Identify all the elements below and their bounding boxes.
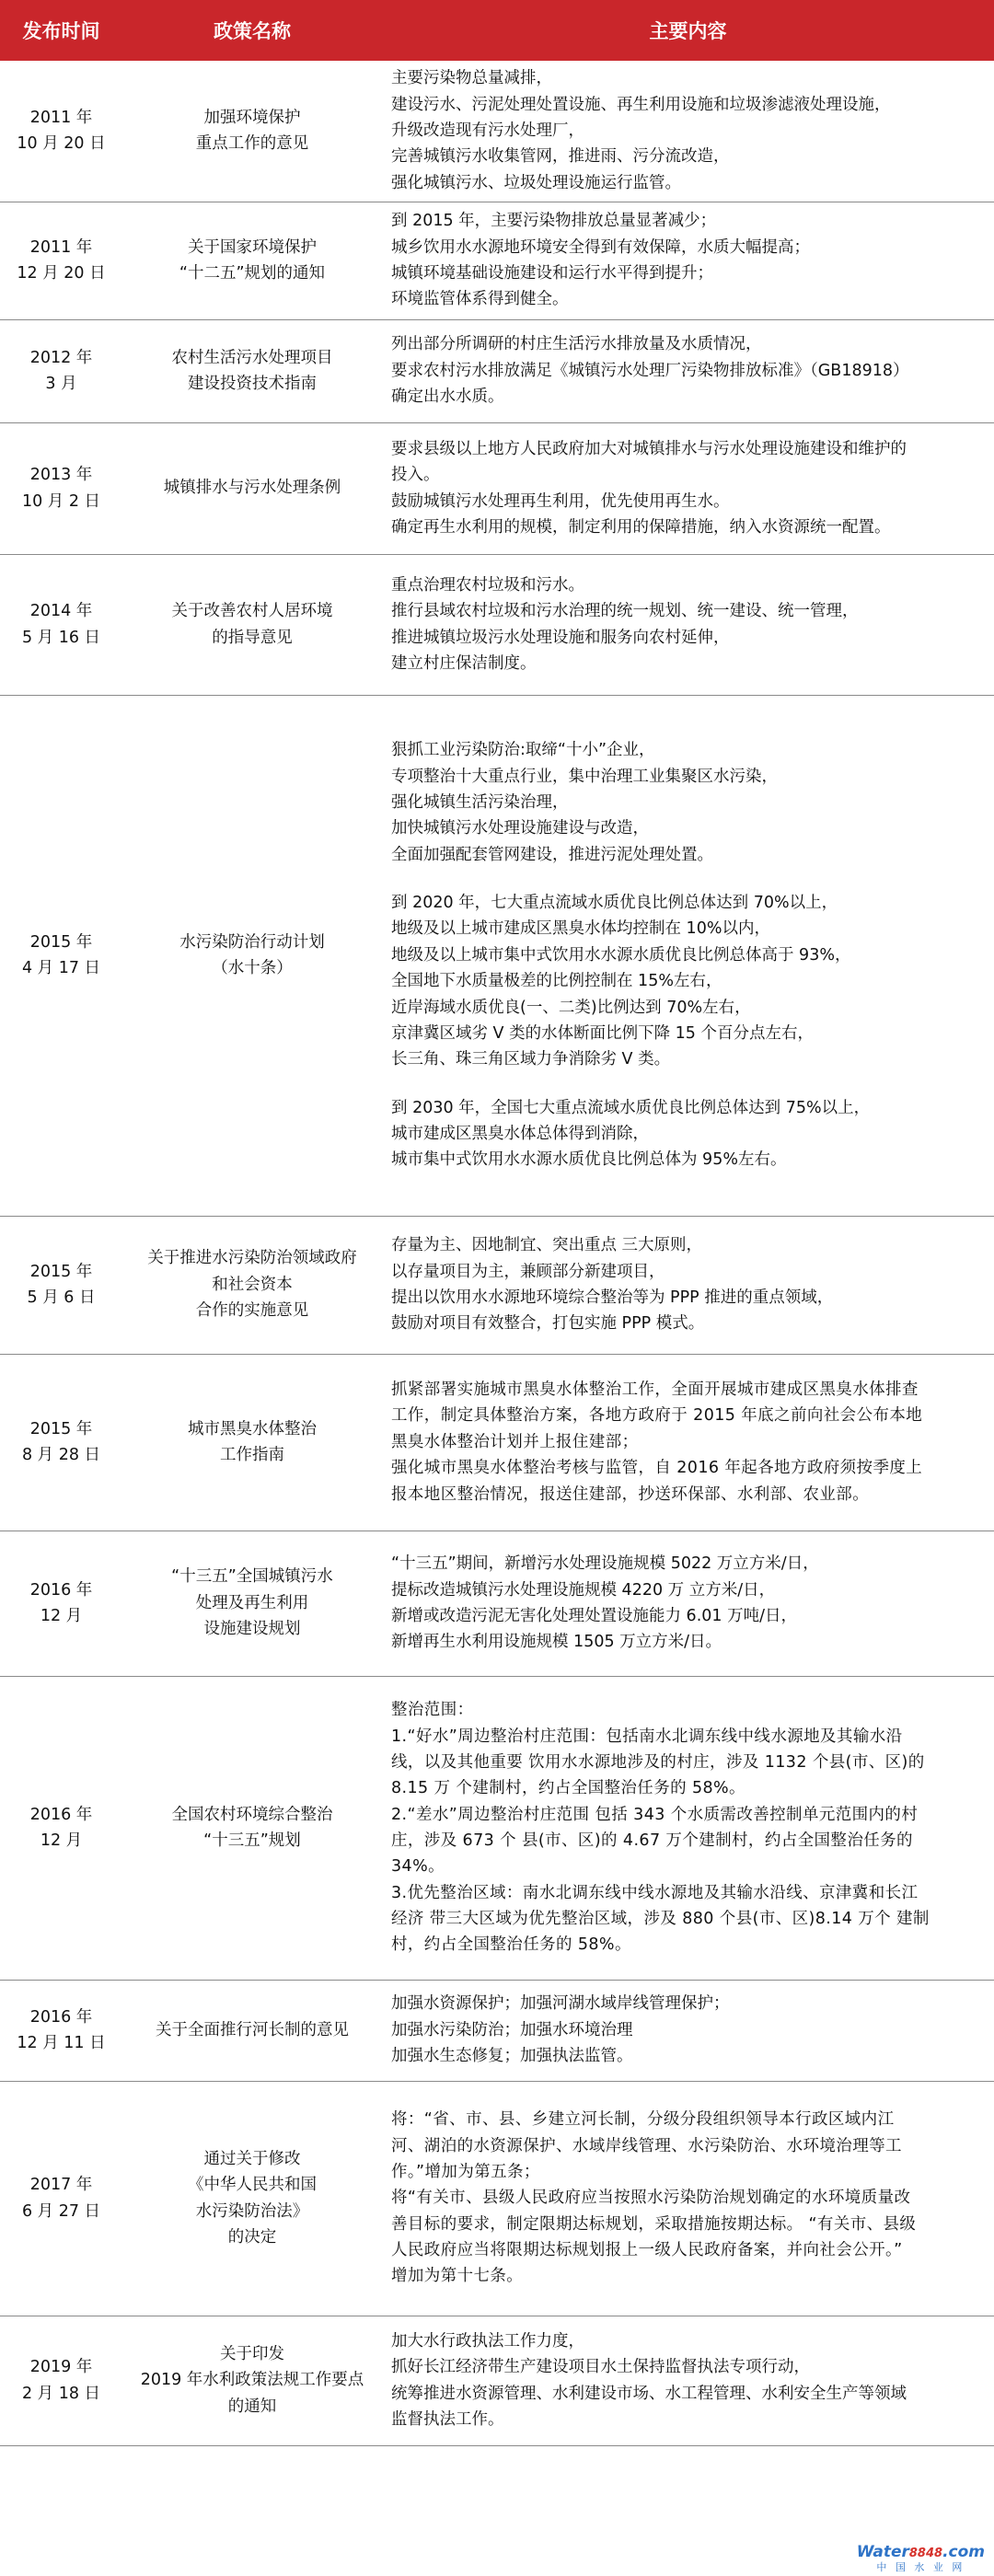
content-line: 投入。 — [391, 466, 440, 485]
cell-main-content — [382, 422, 994, 554]
content-line: 工作，制定具体整治方案，各地方政府于 2015 年底之前向社会公布本地 — [391, 1406, 923, 1426]
policy-name-line: 农村生活污水处理项目 — [171, 348, 333, 367]
cell-date — [0, 61, 122, 202]
cell-policy-name — [122, 2081, 382, 2316]
table-row — [0, 695, 994, 1216]
cell-policy-name — [122, 61, 382, 202]
table-body — [0, 61, 994, 2445]
content-line: 强化城市黑臭水体整治考核与监管，自 2016 年起各地方政府须按季度上 — [391, 1459, 923, 1478]
content-paragraph — [391, 2107, 981, 2289]
cell-date — [0, 1216, 122, 1354]
cell-policy-name — [122, 1531, 382, 1676]
policy-name-line: 的通知 — [227, 2397, 277, 2416]
content-line: 狠抓工业污染防治:取缔“十小”企业， — [391, 741, 655, 760]
date-line: 2016 年 — [29, 2007, 93, 2027]
content-line: 抓好长江经济带生产建设项目水土保持监督执法专项行动， — [391, 2358, 810, 2377]
content-line: 作。”增加为第五条； — [391, 2162, 540, 2181]
content-paragraph — [391, 331, 981, 410]
date-line: 2 月 18 日 — [21, 2384, 101, 2403]
policy-name-line: 通过关于修改 — [203, 2149, 301, 2168]
date-line: 2013 年 — [29, 466, 93, 485]
policy-name-line: 关于印发 — [220, 2344, 284, 2363]
table-row — [0, 1676, 994, 1980]
content-line: 建设污水、污泥处理处置设施、再生利用设施和垃圾渗滤液处理设施， — [391, 95, 891, 114]
policy-name-line: 设施建设规划 — [203, 1620, 301, 1639]
content-line: 新增或改造污泥无害化处理处置设施能力 6.01 万吨/日， — [391, 1607, 797, 1625]
table-row — [0, 319, 994, 422]
table-row — [0, 1980, 994, 2081]
watermark-brand: Water8848.com — [856, 2543, 985, 2561]
cell-main-content — [382, 202, 994, 319]
policy-name-line: 水污染防治行动计划 — [179, 932, 325, 952]
date-line: 2015 年 — [29, 1419, 93, 1438]
cell-main-content — [382, 319, 994, 422]
policy-name-line: （水十条） — [212, 959, 293, 977]
cell-date — [0, 1676, 122, 1980]
cell-policy-name — [122, 1980, 382, 2081]
content-line: 报本地区整治情况，报送住建部，抄送环保部、水利部、农业部。 — [391, 1484, 870, 1504]
policy-name-line: 水污染防治法》 — [195, 2201, 309, 2221]
policy-name-line: 关于改善农村人居环境 — [171, 602, 333, 621]
policy-name-line: “十二五”规划的通知 — [179, 264, 326, 283]
cell-policy-name — [122, 554, 382, 695]
content-paragraph — [391, 1991, 981, 2069]
content-line: 推进城镇垃圾污水处理设施和服务向农村延伸， — [391, 628, 730, 647]
content-line: 升级改造现有污水处理厂， — [391, 121, 584, 141]
table-header-row — [0, 0, 994, 61]
date-line: 2015 年 — [29, 1262, 93, 1281]
cell-policy-name — [122, 1354, 382, 1531]
cell-main-content — [382, 1980, 994, 2081]
policy-name-line: “十三五”全国城镇污水 — [171, 1567, 333, 1587]
content-paragraph — [391, 737, 981, 868]
watermark-logo — [857, 2545, 985, 2572]
policy-name-line: 全国农村环境综合整治 — [171, 1805, 333, 1824]
table-row — [0, 2081, 994, 2316]
content-line: 要求县级以上地方人民政府加大对城镇排水与污水处理设施建设和维护的 — [391, 439, 907, 458]
content-line: 列出部分所调研的村庄生活污水排放量及水质情况， — [391, 335, 762, 354]
policy-name-line: 城镇排水与污水处理条例 — [163, 479, 341, 498]
cell-date — [0, 422, 122, 554]
policy-name-line: 重点工作的意见 — [195, 134, 309, 154]
table-row — [0, 554, 994, 695]
content-paragraph — [391, 436, 981, 540]
content-line: 村，约占全国整治任务的 58%。 — [391, 1935, 631, 1955]
content-line: 统筹推进水资源管理、水利建设市场、水工程管理、水利安全生产等领域 — [391, 2384, 907, 2403]
cell-policy-name — [122, 695, 382, 1216]
date-line: 5 月 6 日 — [27, 1288, 96, 1307]
content-line: 抓紧部署实施城市黑臭水体整治工作，全面开展城市建成区黑臭水体排查 — [391, 1380, 919, 1400]
content-line: 8.15 万 个建制村，约占全国整治任务的 58%。 — [391, 1779, 746, 1798]
content-line: 全面加强配套管网建设，推进污泥处理处置。 — [391, 845, 713, 864]
table-row — [0, 2316, 994, 2445]
table-row — [0, 1354, 994, 1531]
policy-name-line: 城市黑臭水体整治 — [188, 1419, 317, 1438]
cell-policy-name — [122, 1676, 382, 1980]
content-line: 以存量项目为主，兼顾部分新建项目， — [391, 1262, 665, 1281]
date-line: 3 月 — [45, 375, 77, 393]
header-main-content: 主要内容 — [382, 0, 994, 61]
table-row — [0, 1531, 994, 1676]
date-line: 12 月 — [40, 1831, 83, 1850]
content-line: 强化城镇污水、垃圾处理设施运行监管。 — [391, 173, 681, 192]
date-line: 5 月 16 日 — [21, 628, 101, 647]
date-line: 2011 年 — [29, 108, 93, 127]
policy-name-line: 建设投资技术指南 — [188, 375, 317, 393]
table-row — [0, 61, 994, 202]
content-paragraph — [391, 890, 981, 1072]
content-line: 近岸海域水质优良(一、二类)比例达到 70%左右， — [391, 998, 751, 1017]
content-line: 到 2015 年，主要污染物排放总量显著减少； — [391, 212, 717, 231]
content-line: 要求农村污水排放满足《城镇污水处理厂污染物排放标准》（GB18918） — [391, 361, 909, 380]
cell-date — [0, 2081, 122, 2316]
content-line: 整治范围： — [391, 1701, 474, 1720]
content-line: 长三角、珠三角区域力争消除劣 V 类。 — [391, 1050, 671, 1069]
content-line: 到 2030 年，全国七大重点流域水质优良比例总体达到 75%以上， — [391, 1098, 871, 1117]
cell-main-content — [382, 554, 994, 695]
content-line: 专项整治十大重点行业，集中治理工业集聚区水污染， — [391, 767, 778, 786]
cell-date — [0, 1980, 122, 2081]
policy-name-line: 关于全面推行河长制的意见 — [156, 2020, 349, 2039]
content-line: 河、湖泊的水资源保护、水域岸线管理、水污染防治、水环境治理等工 — [391, 2136, 902, 2155]
cell-main-content — [382, 2316, 994, 2445]
content-paragraph — [391, 1551, 981, 1655]
cell-policy-name — [122, 202, 382, 319]
content-line: 善目标的要求，制定限期达标规划，采取措施按期达标。 “有关市、县级 — [391, 2214, 917, 2234]
cell-main-content — [382, 1216, 994, 1354]
date-line: 2012 年 — [29, 348, 93, 367]
date-line: 8 月 28 日 — [21, 1446, 101, 1464]
content-line: 将：“省、市、县、乡建立河长制，分级分段组织领导本行政区域内江 — [391, 2110, 895, 2130]
cell-date — [0, 319, 122, 422]
content-line: 将“有关市、县级人民政府应当按照水污染防治规划确定的水环境质量改 — [391, 2189, 911, 2208]
table-row — [0, 202, 994, 319]
cell-date — [0, 202, 122, 319]
content-line: 监督执法工作。 — [391, 2409, 504, 2429]
policy-name-line: 合作的实施意见 — [195, 1301, 309, 1321]
content-line: 黑臭水体整治计划并上报住建部； — [391, 1432, 639, 1451]
cell-policy-name — [122, 319, 382, 422]
cell-date — [0, 554, 122, 695]
cell-policy-name — [122, 2316, 382, 2445]
cell-main-content — [382, 1676, 994, 1980]
cell-main-content — [382, 1354, 994, 1531]
cell-main-content — [382, 61, 994, 202]
content-line: 地级及以上城市建成区黑臭水体均控制在 10%以内， — [391, 919, 770, 939]
content-line: 加快城镇污水处理设施建设与改造， — [391, 819, 649, 838]
content-paragraph — [391, 65, 981, 196]
cell-date — [0, 2316, 122, 2445]
content-line: 加强水资源保护；加强河湖水域岸线管理保护； — [391, 1994, 730, 2014]
date-line: 10 月 20 日 — [17, 134, 106, 154]
policy-name-line: 工作指南 — [220, 1446, 284, 1464]
date-line: 10 月 2 日 — [21, 491, 101, 511]
content-line: 提标改造城镇污水处理设施规模 4220 万 立方米/日， — [391, 1580, 776, 1600]
content-line: 1.“好水”周边整治村庄范围：包括南水北调东线中线水源地及其输水沿 — [391, 1727, 903, 1746]
policy-name-line: 的决定 — [227, 2227, 277, 2247]
date-line: 2017 年 — [29, 2176, 93, 2195]
date-line: 12 月 — [40, 1607, 83, 1625]
table-row — [0, 1216, 994, 1354]
content-paragraph — [391, 2328, 981, 2432]
date-line: 2015 年 — [29, 932, 93, 952]
date-line: 12 月 11 日 — [17, 2034, 106, 2052]
content-line: 鼓励城镇污水处理再生利用，优先使用再生水。 — [391, 491, 730, 511]
content-line: 34%。 — [391, 1857, 445, 1877]
content-line: 庄，涉及 673 个 县(市、区)的 4.67 万个建制村，约占全国整治任务的 — [391, 1831, 913, 1850]
cell-date — [0, 1531, 122, 1676]
content-line: 城市建成区黑臭水体总体得到消除， — [391, 1124, 649, 1143]
content-line: 地级及以上城市集中式饮用水水源水质优良比例总体高于 93%， — [391, 945, 851, 965]
cell-policy-name — [122, 1216, 382, 1354]
content-line: 3.优先整治区域：南水北调东线中线水源地及其输水沿线、京津冀和长江 — [391, 1883, 919, 1902]
date-line: 2011 年 — [29, 237, 93, 257]
content-line: 城市集中式饮用水水源水质优良比例总体为 95%左右。 — [391, 1150, 787, 1170]
content-paragraph — [391, 1095, 981, 1173]
content-line: 强化城镇生活污染治理， — [391, 793, 569, 813]
content-line: 经济 带三大区域为优先整治区域，涉及 880 个县(市、区)8.14 万个 建制 — [391, 1910, 930, 1929]
cell-main-content — [382, 2081, 994, 2316]
content-line: 线，以及其他重要 饮用水水源地涉及的村庄，涉及 1132 个县(市、区)的 — [391, 1752, 925, 1772]
policy-name-line: 2019 年水利政策法规工作要点 — [140, 2371, 364, 2390]
date-line: 12 月 20 日 — [17, 264, 106, 283]
content-line: 加强水污染防治；加强水环境治理 — [391, 2020, 633, 2039]
content-paragraph — [391, 1697, 981, 1958]
header-date: 发布时间 — [0, 0, 122, 61]
content-line: 人民政府应当将限期达标规划报上一级人民政府备案，并向社会公开。” — [391, 2241, 903, 2260]
policy-name-line: 《中华人民共和国 — [188, 2176, 317, 2195]
cell-main-content — [382, 1531, 994, 1676]
header-policy-name: 政策名称 — [122, 0, 382, 61]
content-line: 2.“差水”周边整治村庄范围 包括 343 个水质需改善控制单元范围内的村 — [391, 1805, 919, 1824]
table-row — [0, 422, 994, 554]
date-line: 6 月 27 日 — [21, 2201, 101, 2221]
policy-name-line: 的指导意见 — [212, 628, 293, 647]
content-line: 主要污染物总量减排， — [391, 69, 552, 88]
cell-policy-name — [122, 422, 382, 554]
date-line: 2019 年 — [29, 2358, 93, 2377]
content-line: 全国地下水质量极差的比例控制在 15%左右， — [391, 972, 722, 991]
policy-name-line: 处理及再生利用 — [195, 1593, 309, 1612]
watermark-chinese: 中 国 水 业 网 — [876, 2561, 965, 2573]
cell-date — [0, 1354, 122, 1531]
content-line: 城乡饮用水水源地环境安全得到有效保障，水质大幅提高； — [391, 237, 810, 257]
content-line: 确定出水水质。 — [391, 387, 504, 407]
policy-name-line: 加强环境保护 — [203, 108, 301, 127]
content-paragraph — [391, 1232, 981, 1336]
policy-name-line: 和社会资本 — [212, 1275, 293, 1294]
content-line: 存量为主、因地制宜、突出重点 三大原则， — [391, 1236, 703, 1255]
content-line: 加大水行政执法工作力度， — [391, 2331, 584, 2351]
policy-name-line: 关于推进水污染防治领域政府 — [147, 1249, 357, 1268]
content-line: 加强水生态修复；加强执法监管。 — [391, 2047, 633, 2066]
content-line: 重点治理农村垃圾和污水。 — [391, 575, 584, 595]
date-line: 2014 年 — [29, 602, 93, 621]
date-line: 2016 年 — [29, 1805, 93, 1824]
content-line: 推行县域农村垃圾和污水治理的统一规划、统一建设、统一管理， — [391, 602, 859, 621]
content-line: 提出以饮用水水源地环境综合整治等为 PPP 推进的重点领域， — [391, 1288, 834, 1307]
content-line: 环境监管体系得到健全。 — [391, 290, 569, 309]
content-line: 城镇环境基础设施建设和运行水平得到提升； — [391, 264, 713, 283]
content-paragraph — [391, 208, 981, 312]
cell-main-content — [382, 695, 994, 1216]
content-line: 京津冀区域劣 V 类的水体断面比例下降 15 个百分点左右， — [391, 1023, 814, 1043]
content-line: 建立村庄保洁制度。 — [391, 653, 537, 673]
policy-name-line: 关于国家环境保护 — [188, 237, 317, 257]
cell-date — [0, 695, 122, 1216]
date-line: 4 月 17 日 — [21, 959, 101, 977]
policy-name-line: “十三五”规划 — [203, 1831, 301, 1850]
content-line: 完善城镇污水收集管网，推进雨、污分流改造， — [391, 147, 730, 167]
content-line: 鼓励对项目有效整合，打包实施 PPP 模式。 — [391, 1314, 705, 1334]
content-line: 新增再生水利用设施规模 1505 万立方米/日。 — [391, 1633, 722, 1652]
content-line: 到 2020 年，七大重点流域水质优良比例总体达到 70%以上， — [391, 894, 838, 913]
content-line: “十三五”期间，新增污水处理设施规模 5022 万立方米/日， — [391, 1554, 819, 1574]
content-line: 增加为第十七条。 — [391, 2267, 524, 2286]
content-paragraph — [391, 1377, 981, 1507]
content-paragraph — [391, 572, 981, 676]
date-line: 2016 年 — [29, 1580, 93, 1600]
content-line: 确定再生水利用的规模，制定利用的保障措施，纳入水资源统一配置。 — [391, 517, 891, 537]
